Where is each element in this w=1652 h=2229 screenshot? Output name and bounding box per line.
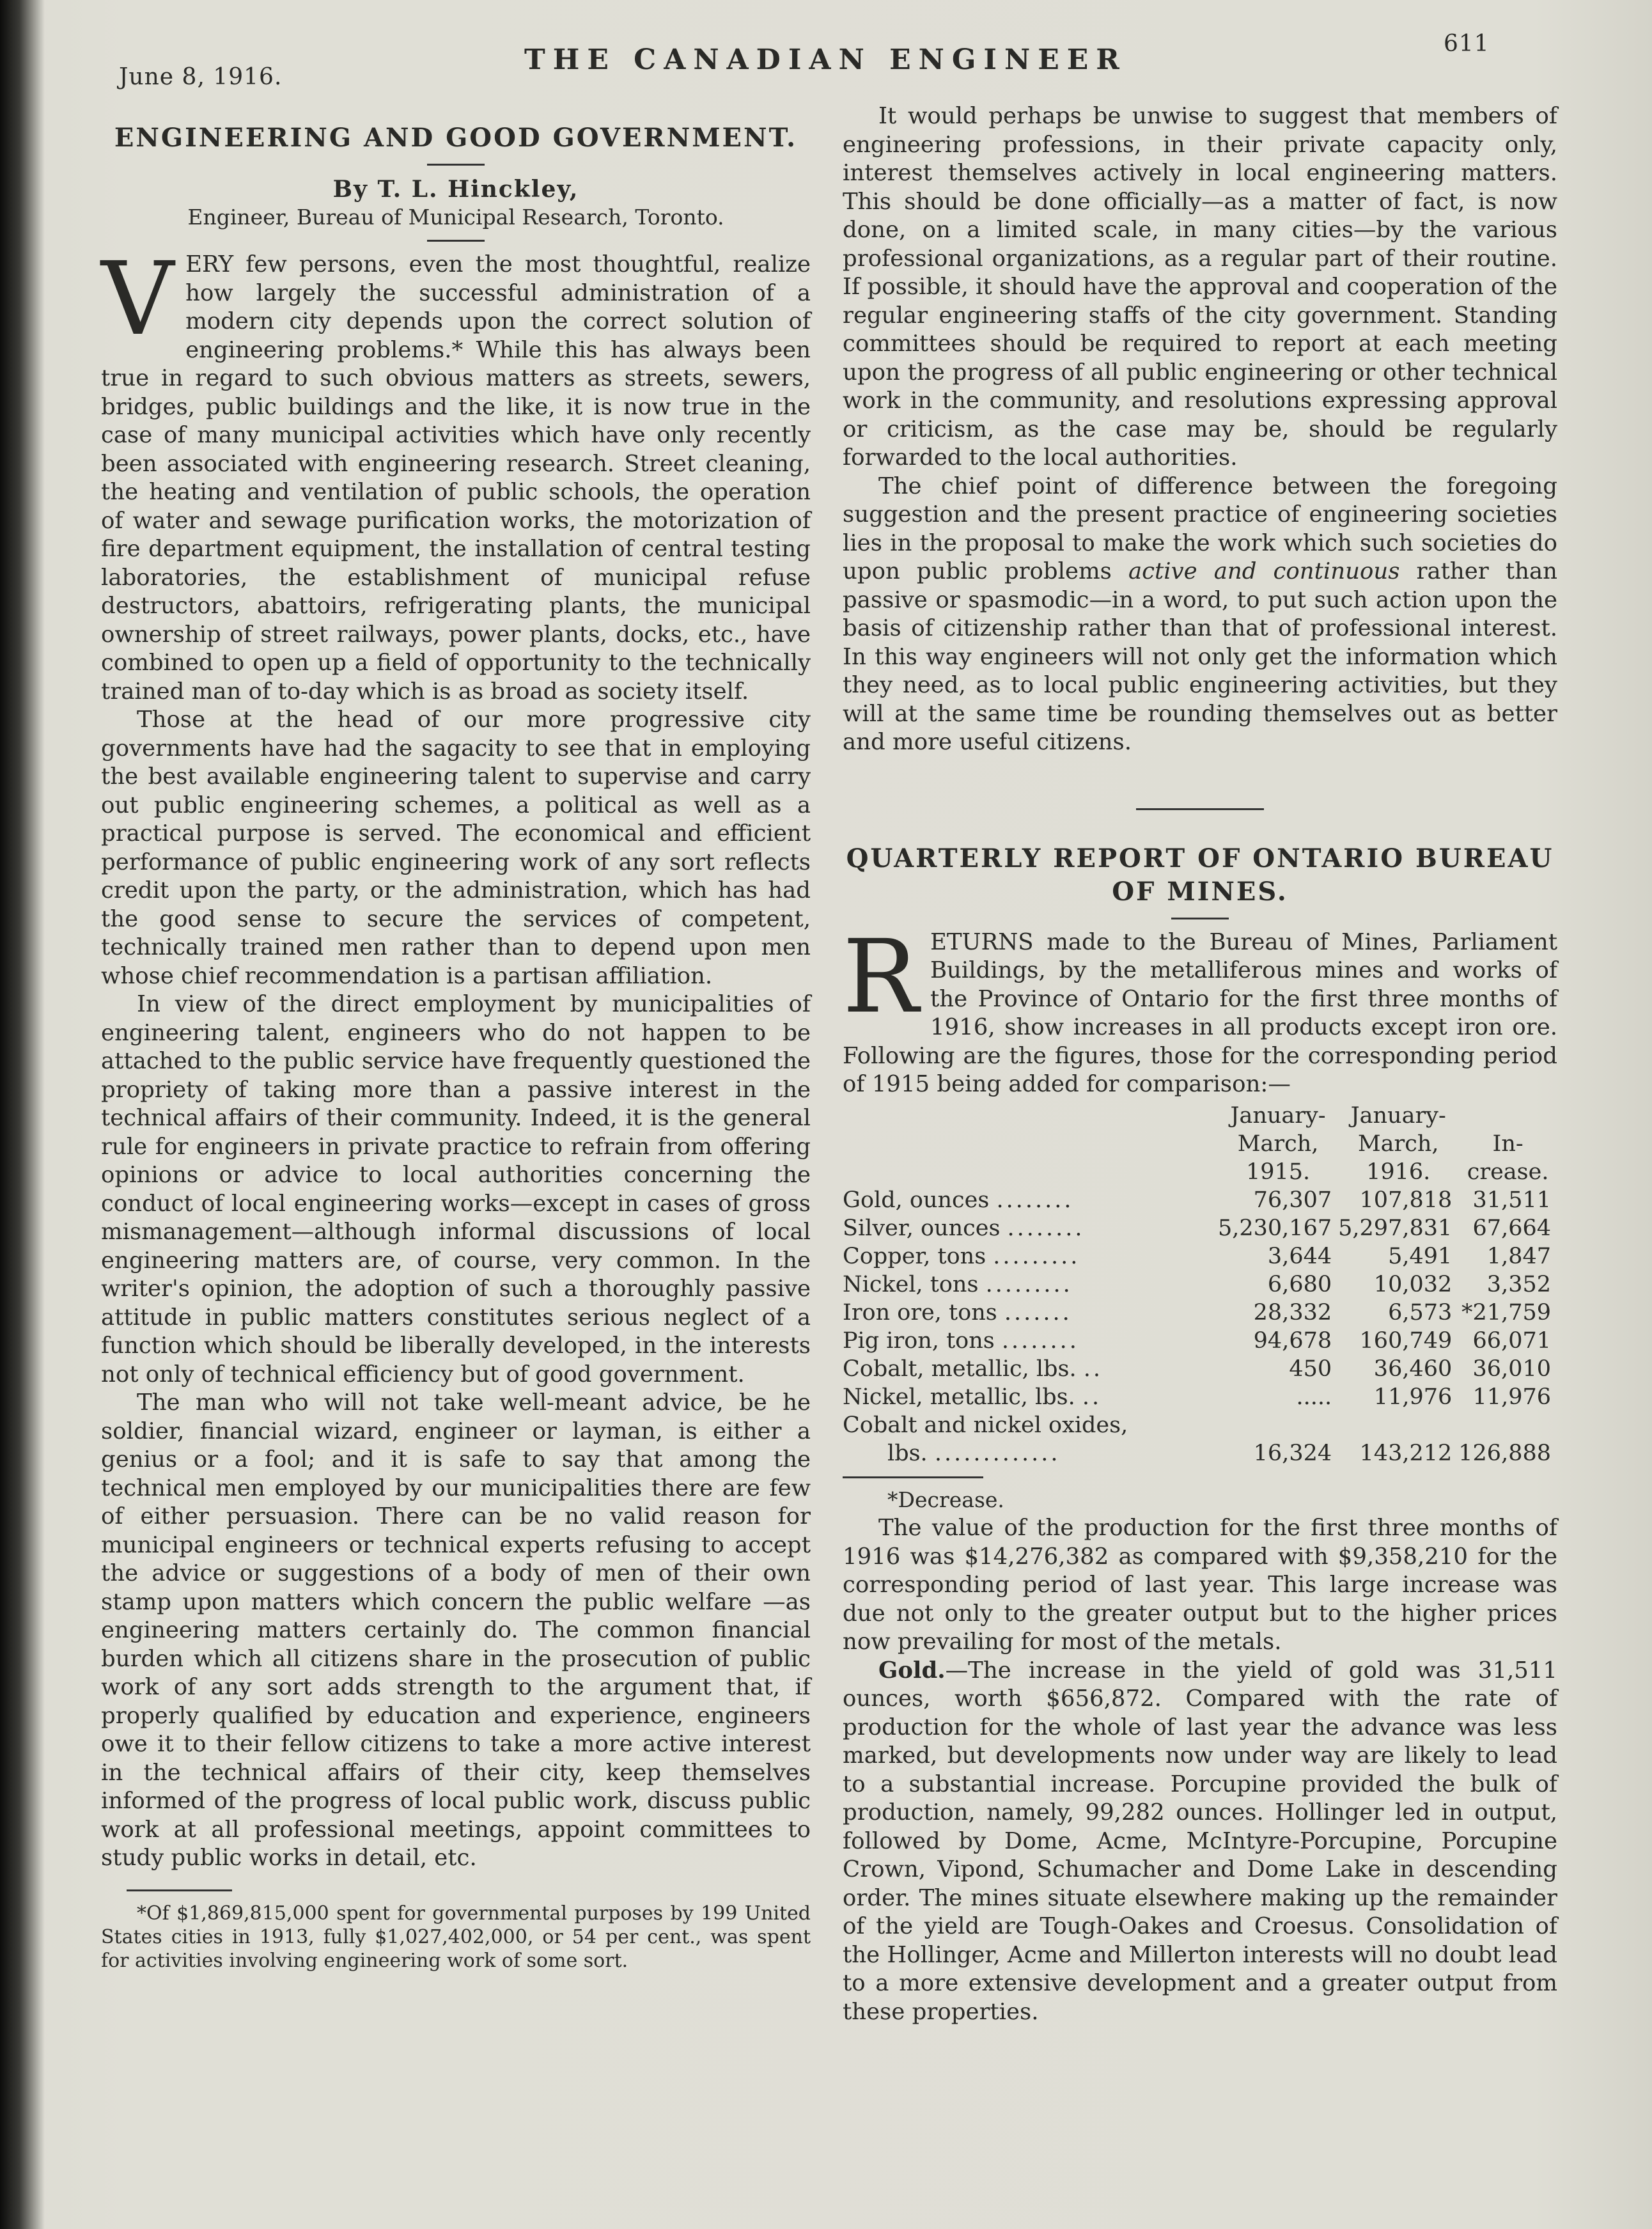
paragraph — [843, 1657, 1557, 2027]
emphasis-text: active and continuous — [1128, 558, 1400, 584]
leader-dots: .. — [1083, 1356, 1103, 1382]
value-1916: 36,460 — [1373, 1356, 1453, 1382]
value-1915: 450 — [1289, 1356, 1332, 1382]
table-row — [843, 1355, 1557, 1383]
table-row — [843, 1186, 1557, 1214]
page-number: 611 — [1444, 31, 1490, 57]
row-label — [843, 1299, 1218, 1327]
value-1916: 160,749 — [1359, 1327, 1453, 1354]
leader-dots: .. — [1082, 1384, 1102, 1410]
value-1916 — [1338, 1411, 1458, 1439]
leader-dots: ........ — [1007, 1215, 1085, 1241]
table-row — [843, 1271, 1557, 1299]
row-label: Cobalt and nickel oxides, — [843, 1412, 1128, 1438]
value-1916: 10,032 — [1373, 1271, 1453, 1297]
row-label-text: Iron ore, tons — [843, 1299, 1004, 1326]
value-increase: 66,071 — [1472, 1327, 1551, 1354]
table-row — [843, 1439, 1557, 1467]
value-1915: 94,678 — [1253, 1327, 1332, 1354]
section-run-in-head: Gold. — [878, 1657, 946, 1684]
value-1915: 5,230,167 — [1217, 1215, 1332, 1241]
text-run: rather than passive or spasmodic—in a word, to put such action upon the basis of citizenship rather than that of professional interest. In this way engineers will not only get the information which they need, as to local public engineering activities, but they will at the same time be rounding themselves out as better and more useful citizens. — [843, 558, 1557, 755]
row-label — [843, 1186, 1218, 1214]
paragraph: In view of the direct employment by municipalities of engineering talent, engineers who do not happen to be attached to the public service have frequently questioned the propriety of taking more than a passive interest in the technical affairs of their community. Indeed, it is the general rule for engineers in private practice to refrain from offering opinions or advice to local authorities concerning the conduct of local engineering works—except in cases of gross mismanagement—although informal discussions of local engineering matters are, of course, very common. In the writer's opinion, the adoption of such a thoroughly passive attitude in public matters constitutes serious neglect of a function which should be liberally developed, in the interests not only of technical efficiency but of good government. — [101, 991, 811, 1388]
leader-dots: ......... — [985, 1271, 1073, 1297]
paragraph: The value of the production for the first three months of 1916 was $14,276,382 as compared with $9,358,210 for the corresponding period of last year. This large increase was due not only to the greater output but to the higher prices now prevailing for most of the metals. — [843, 1515, 1557, 1655]
value-1916: 5,491 — [1388, 1243, 1453, 1269]
value-increase — [1458, 1411, 1557, 1439]
title-line: QUARTERLY REPORT OF ONTARIO BUREAU — [846, 843, 1554, 873]
book-spine-shadow — [0, 0, 45, 2229]
right-column — [843, 102, 1557, 2026]
row-label-text: Pig iron, tons — [843, 1327, 1002, 1354]
text-run: —The increase in the yield of gold was 31,511 ounces, worth $656,872. Compared with the rate of production for the whole of last year the advance was less marked, but developments now under way are likely to lead to a substantial increase. Porcupine provided the bulk of production, namely, 99,282 ounces. Hollinger led in output, followed by Dome, Acme, McIntyre-Porcupine, Porcupine Crown, Vipond, Schumacher and Dome Lake in descending order. The mines situate elsewhere making up the remainder of the yield are Tough-Oakes and Croesus. Consolidation of the Hollinger, Acme and Millerton interests will no doubt lead to a more extensive development and a greater output from these properties. — [843, 1657, 1557, 2025]
row-label-text: Silver, ounces — [843, 1215, 1008, 1241]
journal-title: THE CANADIAN ENGINEER — [524, 43, 1127, 76]
row-label-text: lbs. — [887, 1440, 935, 1466]
value-increase: 1,847 — [1486, 1243, 1551, 1269]
table-row — [843, 1214, 1557, 1242]
value-increase: 31,511 — [1472, 1187, 1551, 1213]
value-increase: 3,352 — [1486, 1271, 1551, 1297]
drop-cap: V — [101, 240, 175, 358]
table-row — [843, 1327, 1557, 1355]
value-increase: *21,759 — [1461, 1299, 1551, 1326]
footnote-rule — [127, 1889, 232, 1891]
table-row — [843, 1383, 1557, 1411]
value-1915: 16,324 — [1253, 1440, 1332, 1466]
row-label-text: Nickel, metallic, lbs. — [843, 1384, 1082, 1410]
row-label — [843, 1355, 1218, 1383]
value-1916: 5,297,831 — [1338, 1215, 1453, 1241]
value-1916: 11,976 — [1373, 1384, 1453, 1410]
issue-date: June 8, 1916. — [119, 64, 283, 90]
value-increase: 67,664 — [1472, 1215, 1551, 1241]
title-rule — [427, 164, 485, 166]
paragraph — [843, 473, 1557, 757]
lead-text: ETURNS made to the Bureau of Mines, Parliament Buildings, by the metalliferous mines and works of the Province of Ontario for the first three months of 1916, show increases in all products except iron ore. Following are the figures, those for the corresponding period of 1915 being added for comparison:— — [843, 928, 1557, 1097]
title-line: OF MINES. — [1112, 876, 1288, 907]
mineral-production-table — [843, 1102, 1557, 1467]
leader-dots: ....... — [1004, 1299, 1072, 1326]
table-row — [843, 1411, 1557, 1439]
leader-dots: ........ — [1001, 1327, 1079, 1354]
value-1915 — [1218, 1411, 1338, 1439]
column-header: January- March, 1915. — [1230, 1102, 1326, 1185]
value-increase: 11,976 — [1472, 1384, 1551, 1410]
row-label — [843, 1327, 1218, 1355]
paragraph: It would perhaps be unwise to suggest that members of engineering professions, in their private capacity only, interest themselves actively in local engineering matters. This should be done officially—as a matter of fact, is now done, on a limited scale, in many cities—by the various professional organizations, as a regular part of their routine. If possible, it should have the approval and cooperation of the regular engineering staffs of the city government. Standing committees should be required to report at each meeting upon the progress of all public engineering or other technical work in the community, and resolutions expressing approval or criticism, as the case may be, should be regularly forwarded to the local authorities. — [843, 103, 1557, 471]
lead-text: ERY few persons, even the most thoughtful, realize how largely the successful administration of a modern city depends upon the correct solution of engineering problems.* While this has always been true in regard to such obvious matters as streets, sewers, bridges, public buildings and the like, it is now true in the case of many municipal activities which have only recently been associated with engineering research. Street cleaning, the heating and ventilation of public schools, the operation of water and sewage purification works, the motorization of fire department equipment, the installation of central testing laboratories, the establishment of municipal refuse destructors, abattoirs, refrigerating plants, the municipal ownership of street railways, power plants, docks, etc., have combined to open up a field of opportunity to the technically trained man of to-day which is as broad as society itself. — [101, 251, 811, 705]
column-header: January- March, 1916. — [1350, 1102, 1446, 1185]
value-1915: 28,332 — [1253, 1299, 1332, 1326]
value-increase: 126,888 — [1458, 1440, 1551, 1466]
row-label-text: Nickel, tons — [843, 1271, 986, 1297]
value-1916: 143,212 — [1359, 1440, 1453, 1466]
table-rule — [843, 1476, 983, 1478]
author-affiliation: Engineer, Bureau of Municipal Research, Toronto. — [187, 205, 724, 230]
article-title — [843, 842, 1557, 909]
title-rule — [1171, 918, 1229, 919]
byline-rule — [427, 240, 485, 242]
value-increase: 36,010 — [1472, 1356, 1551, 1382]
row-label-text: Cobalt, metallic, lbs. — [843, 1356, 1084, 1382]
row-label — [843, 1214, 1218, 1242]
leader-dots: ......... — [993, 1243, 1080, 1269]
column-header-label — [843, 1102, 1218, 1186]
article-lead-paragraph — [843, 918, 1557, 1099]
table-row — [843, 1242, 1557, 1271]
value-1915: ..... — [1296, 1384, 1332, 1410]
row-label — [843, 1383, 1218, 1411]
table-row — [843, 1299, 1557, 1327]
footnote: *Of $1,869,815,000 spent for governmental purposes by 199 United States cities in 1913, fully $1,027,402,000, or 54 per cent., was spent for activities involving engineering work of some sort. — [101, 1902, 811, 1972]
article-title: ENGINEERING AND GOOD GOVERNMENT. — [114, 123, 798, 153]
table-note: *Decrease. — [887, 1487, 1004, 1512]
value-1916: 6,573 — [1388, 1299, 1453, 1326]
author-byline: By T. L. Hinckley, — [332, 176, 579, 203]
value-1915: 3,644 — [1267, 1243, 1332, 1269]
text-run: The chief point of difference between the foregoing suggestion and the present practice of engineering societies lies in the proposal to make the work which such societies do upon public problems — [843, 473, 1557, 584]
leader-dots: ............. — [934, 1440, 1061, 1466]
article-separator — [1136, 808, 1264, 810]
value-1915: 76,307 — [1253, 1187, 1332, 1213]
row-label-text: Gold, ounces — [843, 1187, 997, 1213]
value-1916: 107,818 — [1359, 1187, 1453, 1213]
row-label-text: Copper, tons — [843, 1243, 994, 1269]
article-lead-paragraph — [101, 240, 811, 706]
row-label — [843, 1439, 1218, 1467]
paragraph: Those at the head of our more progressive city governments have had the sagacity to see that in employing the best available engineering talent to supervise and carry out public engineering schemes, a political as well as a practical purpose is served. The economical and efficient performance of public engineering work of any sort reflects credit upon the party, or the administration, which has had the good sense to secure the services of competent, technically trained men rather than to depend upon men whose chief recommendation is a partisan affiliation. — [101, 707, 811, 989]
row-label — [843, 1242, 1218, 1271]
table-header-row — [843, 1102, 1557, 1186]
leader-dots: ........ — [996, 1187, 1074, 1213]
left-column — [101, 121, 811, 1973]
value-1915: 6,680 — [1267, 1271, 1332, 1297]
paragraph: The man who will not take well-meant advice, be he soldier, financial wizard, engineer or layman, is either a genius or a fool; and it is safe to say that among the technical men employed by our municipalities there are few of either persuasion. There can be no valid reason for municipal engineers or technical experts refusing to accept the advice or suggestions of a body of men of their own stamp upon matters which concern the public welfare —as engineering matters certainly do. The common financial burden which all citizens share in the prosecution of public work of any sort adds strength to the argument that, if properly qualified by education and experience, engineers owe it to their fellow citizens to take a more active interest in the technical affairs of their city, keep themselves informed of the progress of local public work, discuss public work at all professional meetings, appoint committees to study public works in detail, etc. — [101, 1389, 811, 1871]
drop-cap: R — [843, 918, 919, 1036]
column-header: In- crease. — [1467, 1130, 1549, 1185]
row-label — [843, 1271, 1218, 1299]
